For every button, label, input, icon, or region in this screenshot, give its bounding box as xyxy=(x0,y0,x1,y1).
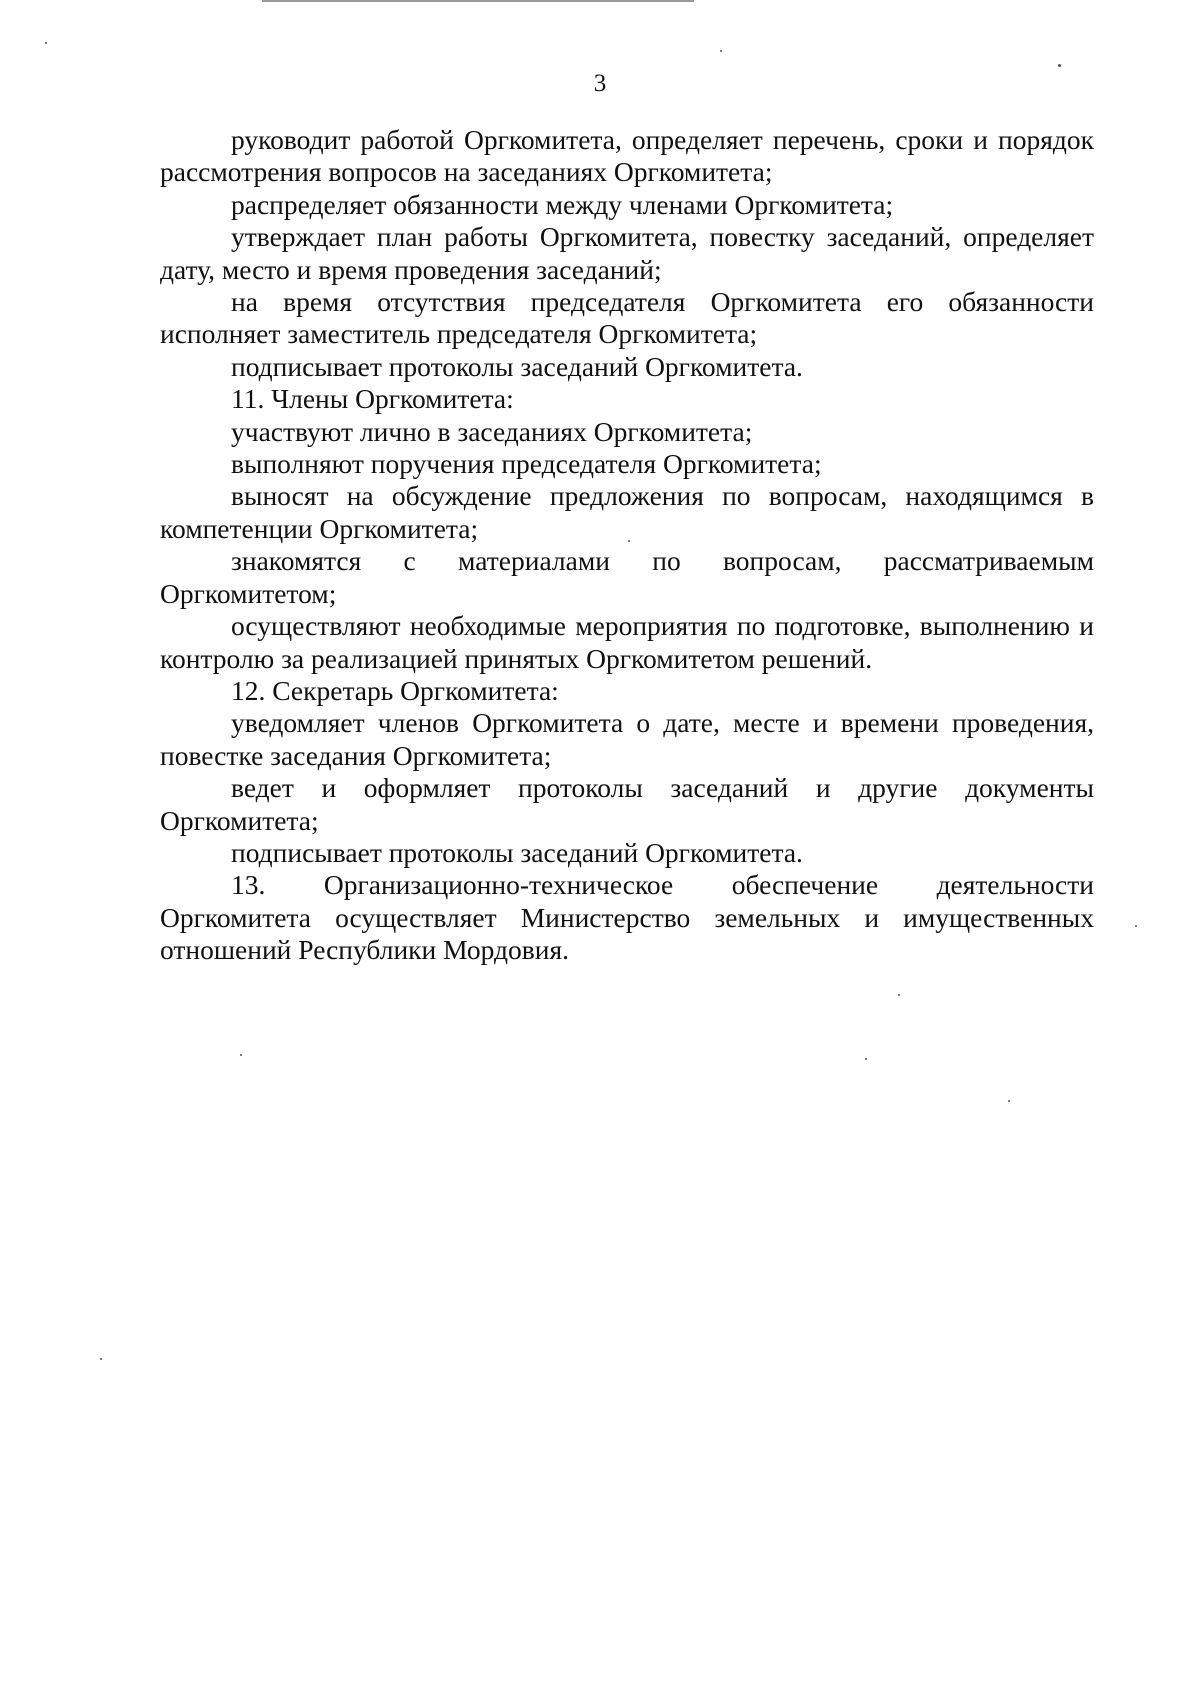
body-text xyxy=(160,124,1094,967)
page-number: 3 xyxy=(593,70,607,97)
paragraph: подписывает протоколы заседаний Оргкомитета. xyxy=(231,836,803,868)
paragraph: руководит работой Оргкомитета, определяет перечень, сроки и порядок рассмотрения вопросов на заседаниях Оргкомитета; xyxy=(160,124,1094,188)
scan-speck xyxy=(898,994,900,996)
paragraph: участвуют лично в заседаниях Оргкомитета; xyxy=(231,415,753,447)
scan-speck xyxy=(865,1058,867,1060)
scan-speck xyxy=(100,1358,102,1360)
paragraph: на время отсутствия председателя Оргкомитета его обязанности исполняет заместитель председателя Оргкомитета; xyxy=(160,286,1094,350)
section-13-paragraph: 13. Организационно-техническое обеспечение деятельности Оргкомитета осуществляет Министерство земельных и имущественных отношений Республики Мордовия. xyxy=(160,869,1094,966)
scan-speck xyxy=(45,42,47,44)
paragraph: выносят на обсуждение предложения по вопросам, находящимся в компетенции Оргкомитета; xyxy=(160,480,1094,544)
scan-speck xyxy=(628,540,630,542)
scan-speck xyxy=(720,50,722,52)
paragraph: уведомляет членов Оргкомитета о дате, месте и времени проведения, повестке заседания Оргкомитета; xyxy=(160,707,1094,771)
section-heading-12: 12. Секретарь Оргкомитета: xyxy=(231,674,559,706)
scan-speck xyxy=(1135,925,1137,927)
paragraph: подписывает протоколы заседаний Оргкомитета. xyxy=(231,350,803,382)
scan-speck xyxy=(240,1054,242,1056)
paragraph: знакомятся с материалами по вопросам, рассматриваемым Оргкомитетом; xyxy=(160,545,1094,609)
paragraph: распределяет обязанности между членами Оргкомитета; xyxy=(231,188,894,220)
paragraph: утверждает план работы Оргкомитета, повестку заседаний, определяет дату, место и время проведения заседаний; xyxy=(160,221,1094,285)
scan-speck xyxy=(1058,64,1061,67)
paragraph: осуществляют необходимые мероприятия по подготовке, выполнению и контролю за реализацией принятых Оргкомитетом решений. xyxy=(160,610,1094,674)
scan-edge-line xyxy=(262,0,694,2)
paragraph: выполняют поручения председателя Оргкомитета; xyxy=(231,448,822,480)
scan-speck xyxy=(1008,1100,1010,1102)
paragraph: ведет и оформляет протоколы заседаний и другие документы Оргкомитета; xyxy=(160,772,1094,836)
section-heading-11: 11. Члены Оргкомитета: xyxy=(231,383,514,415)
